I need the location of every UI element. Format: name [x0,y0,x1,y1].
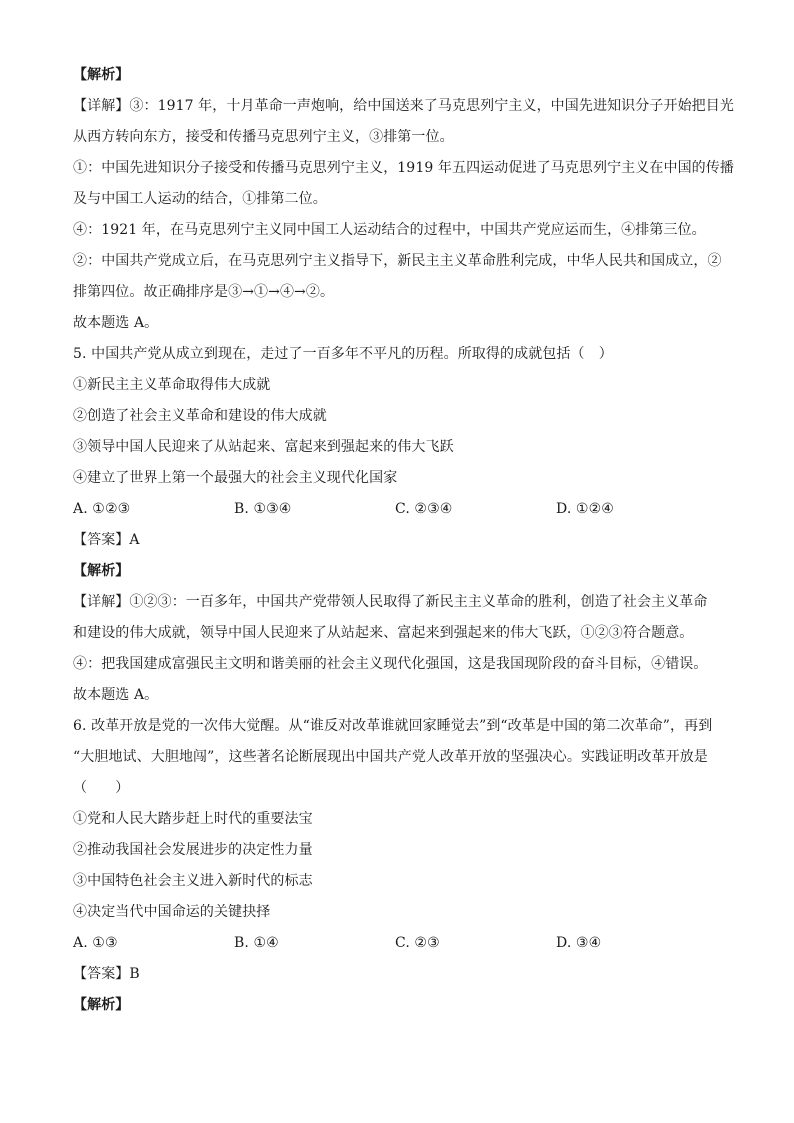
detail-line: ④：1921 年，在马克思列宁主义同中国工人运动结合的过程中，中国共产党应运而生，④排第三位。 [73,222,706,238]
detail-line: 【详解】①②③：一百多年，中国共产党带领人民取得了新民主主义革命的胜利，创造了社会主义革命 [73,594,708,610]
answer-line: 【答案】A [73,532,140,548]
detail-line: 及与中国工人运动的结合，①排第二位。 [73,191,327,207]
detail-line: ④：把我国建成富强民主文明和谐美丽的社会主义现代化强国，这是我国现阶段的奋斗目标，④错误。 [73,656,708,672]
analysis-header: 【解析】 [73,563,130,579]
question-5-stem: 5. 中国共产党从成立到现在，走过了一百多年不平凡的历程。所取得的成就包括（ ） [73,346,613,362]
statement-item: ①新民主主义革命取得伟大成就 [73,377,271,393]
statement-item: ④决定当代中国命运的关键抉择 [73,904,271,920]
option-c: C. ②③ [395,935,440,951]
answer-options [73,928,733,959]
statement-item: ③中国特色社会主义进入新时代的标志 [73,873,313,889]
detail-line: 从西方转向东方，接受和传播马克思列宁主义，③排第一位。 [73,129,454,145]
option-a: A. ①②③ [73,501,131,517]
detail-line: 和建设的伟大成就，领导中国人民迎来了从站起来、富起来到强起来的伟大飞跃，①②③符合题意。 [73,625,694,641]
question-6-stem: 6. 改革开放是党的一次伟大觉醒。从“谁反对改革谁就回家睡觉去”到“改革是中国的第二次革命”，再到 [73,718,713,734]
document-page [73,60,733,1021]
option-a: A. ①③ [73,935,118,951]
detail-line: 【详解】③：1917 年，十月革命一声炮响，给中国送来了马克思列宁主义，中国先进知识分子开始把目光 [73,98,734,114]
option-d: D. ③④ [556,935,602,951]
detail-line: 排第四位。故正确排序是③→①→④→②。 [73,284,335,300]
analysis-header: 【解析】 [73,67,130,83]
analysis-header: 【解析】 [73,997,130,1013]
option-c: C. ②③④ [395,501,453,517]
statement-item: ②创造了社会主义革命和建设的伟大成就 [73,408,327,424]
conclusion-line: 故本题选 A。 [73,687,159,703]
conclusion-line: 故本题选 A。 [73,315,159,331]
statement-item: ④建立了世界上第一个最强大的社会主义现代化国家 [73,470,398,486]
option-d: D. ①②④ [556,501,614,517]
question-6-stem: “大胆地试、大胆地闯”，这些著名论断展现出中国共产党人改革开放的坚强决心。实践证明改革开放是 [73,749,708,765]
detail-line: ②：中国共产党成立后，在马克思列宁主义指导下，新民主主义革命胜利完成，中华人民共和国成立，② [73,253,722,269]
detail-line: ①：中国先进知识分子接受和传播马克思列宁主义，1919 年五四运动促进了马克思列宁主义在中国的传播 [73,160,734,176]
statement-item: ②推动我国社会发展进步的决定性力量 [73,842,313,858]
option-b: B. ①③④ [234,501,292,517]
answer-line: 【答案】B [73,966,140,982]
question-6-stem: （ ） [73,780,130,796]
statement-item: ①党和人民大踏步赶上时代的重要法宝 [73,811,313,827]
answer-options [73,494,733,525]
option-b: B. ①④ [234,935,279,951]
statement-item: ③领导中国人民迎来了从站起来、富起来到强起来的伟大飞跃 [73,439,454,455]
